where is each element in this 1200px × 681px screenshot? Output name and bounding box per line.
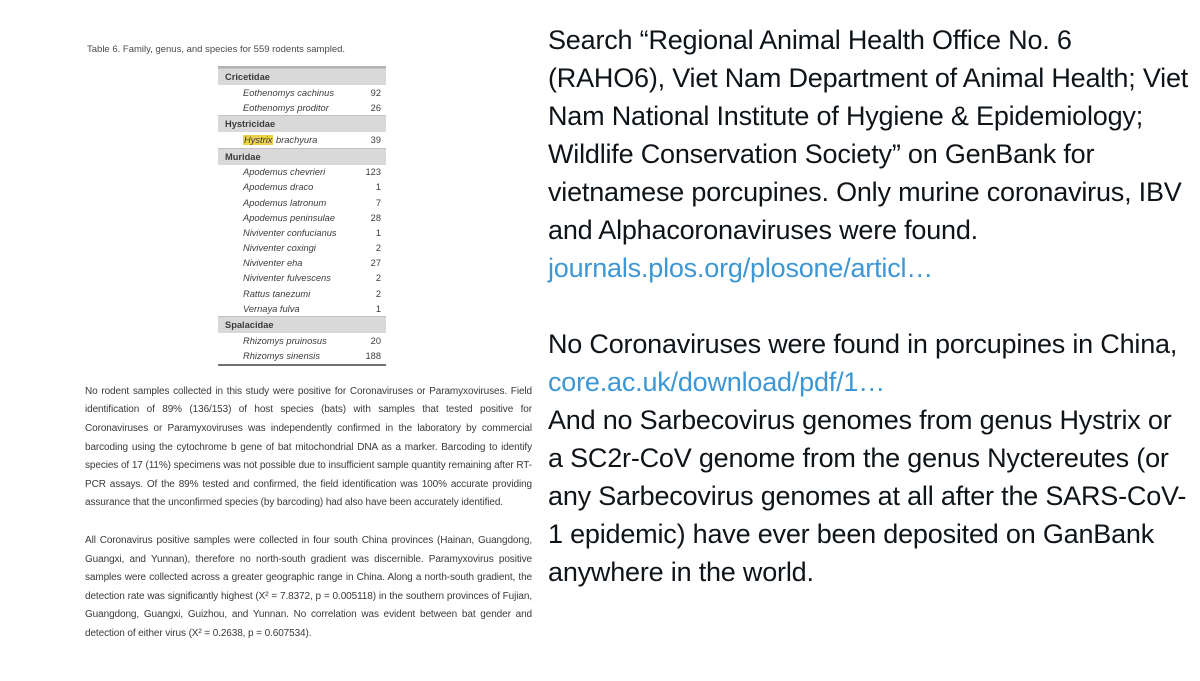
species-count: 26 bbox=[370, 102, 381, 113]
species-name bbox=[243, 289, 310, 299]
species-name bbox=[243, 243, 316, 253]
species-epithet: proditor bbox=[297, 102, 329, 113]
species-name bbox=[243, 103, 329, 113]
genus-name: Rhizomys bbox=[243, 336, 284, 347]
species-name bbox=[243, 198, 326, 208]
species-count: 2 bbox=[375, 273, 381, 284]
species-count: 28 bbox=[370, 212, 381, 223]
genus-name: Niviventer bbox=[243, 243, 285, 254]
plos-article-link[interactable]: journals.plos.org/plosone/articl… bbox=[548, 253, 934, 283]
species-epithet: brachyura bbox=[276, 134, 318, 145]
species-epithet: confucianus bbox=[286, 227, 337, 238]
family-header-row: Cricetidae bbox=[218, 68, 386, 85]
species-row bbox=[218, 180, 386, 195]
species-name bbox=[243, 258, 302, 268]
genus-name: Eothenomys bbox=[243, 102, 295, 113]
species-epithet: draco bbox=[290, 182, 314, 193]
genus-name: Apodemus bbox=[243, 167, 288, 178]
species-count: 123 bbox=[365, 167, 381, 178]
species-epithet: chevrieri bbox=[290, 167, 326, 178]
species-name bbox=[243, 135, 317, 145]
post-text-body bbox=[548, 21, 1190, 591]
genus-name: Apodemus bbox=[243, 212, 288, 223]
species-epithet: cachinus bbox=[297, 87, 334, 98]
post-paragraph-sarbecovirus: And no Sarbecovirus genomes from genus Hystrix or a SC2r-CoV genome from the genus Nyctereutes (or any Sarbecovirus genomes at all after the SARS-CoV-1 epidemic) have ever been deposited on GanBank anywhere in the world. bbox=[548, 405, 1187, 587]
species-epithet: pruinosus bbox=[286, 336, 327, 347]
species-name bbox=[243, 167, 325, 177]
species-count: 1 bbox=[375, 182, 381, 193]
species-name bbox=[243, 351, 320, 361]
family-header-row: Spalacidae bbox=[218, 316, 386, 333]
species-count: 188 bbox=[365, 351, 381, 362]
highlighted-genus: Hystrix bbox=[244, 134, 273, 145]
species-name bbox=[243, 304, 300, 314]
species-count: 20 bbox=[370, 336, 381, 347]
species-count: 2 bbox=[375, 243, 381, 254]
species-name bbox=[243, 182, 313, 192]
document-scan-image[interactable] bbox=[85, 44, 532, 663]
species-row bbox=[218, 301, 386, 316]
species-row bbox=[218, 333, 386, 348]
species-epithet: tanezumi bbox=[272, 288, 311, 299]
species-count: 1 bbox=[375, 303, 381, 314]
species-row bbox=[218, 286, 386, 301]
species-count: 27 bbox=[370, 258, 381, 269]
species-epithet: coxingi bbox=[286, 243, 316, 254]
species-count: 39 bbox=[370, 134, 381, 145]
species-row bbox=[218, 195, 386, 210]
species-row bbox=[218, 225, 386, 240]
post-paragraph-china-porcupines: No Coronaviruses were found in porcupines in China, bbox=[548, 329, 1178, 359]
species-row bbox=[218, 349, 386, 364]
species-name bbox=[243, 336, 327, 346]
species-epithet: eha bbox=[286, 258, 303, 269]
species-row bbox=[218, 256, 386, 271]
species-count: 7 bbox=[375, 197, 381, 208]
species-row bbox=[218, 271, 386, 286]
species-row bbox=[218, 241, 386, 256]
genus-name: Rattus bbox=[243, 288, 270, 299]
species-name bbox=[243, 228, 337, 238]
species-name bbox=[243, 88, 334, 98]
genus-name: Vernaya bbox=[243, 303, 278, 314]
document-paragraph: No rodent samples collected in this study were positive for Coronaviruses or Paramyxoviruses. Field identification of 89% (136/153) of host species (bats) with samples that tested positive for Coronaviruses or Paramyxoviruses was independently confirmed in the laboratory by commercial barcoding using the cytochrome b gene of bat mitochondrial DNA as a marker. Barcoding to identify species of 17 (11%) specimens was not possible due to insufficient sample quantity remaining after RT-PCR assays. Of the 89% tested and confirmed, the field identification was 100% accurate providing assurance that the unconfirmed species (by barcoding) had also have been accurately identified. bbox=[85, 385, 532, 509]
genus-name: Niviventer bbox=[243, 258, 285, 269]
species-epithet: peninsulae bbox=[290, 212, 336, 223]
genus-name: Rhizomys bbox=[243, 351, 284, 362]
species-epithet: latronum bbox=[290, 197, 327, 208]
species-name bbox=[243, 213, 335, 223]
species-epithet: fulvescens bbox=[286, 273, 331, 284]
rodent-table bbox=[218, 66, 386, 366]
document-paragraphs bbox=[85, 383, 532, 644]
family-header-row: Muridae bbox=[218, 148, 386, 165]
species-count: 1 bbox=[375, 227, 381, 238]
species-name bbox=[243, 273, 331, 283]
document-paragraph: All Coronavirus positive samples were collected in four south China provinces (Hainan, Guangdong, Guangxi, and Yunnan), therefore no north-south gradient was discernible. Paramyxovirus positive samples were collected across a greater geographic range in China. Along a north-south gradient, the detection rate was significantly highest (X² = 7.8372, p = 0.005118) in the southern provinces of Fujian, Guangdong, Guangxi, Guizhou, and Yunnan. No correlation was evident between bat gender and detection of either virus (X² = 0.2638, p = 0.607534). bbox=[85, 534, 532, 639]
species-row bbox=[218, 85, 386, 100]
family-header-row: Hystricidae bbox=[218, 115, 386, 132]
species-epithet: fulva bbox=[279, 303, 300, 314]
species-row bbox=[218, 210, 386, 225]
genus-name: Apodemus bbox=[243, 182, 288, 193]
species-count: 92 bbox=[370, 87, 381, 98]
species-epithet: sinensis bbox=[286, 351, 320, 362]
genus-name: Eothenomys bbox=[243, 87, 295, 98]
species-row bbox=[218, 100, 386, 115]
species-row bbox=[218, 132, 386, 147]
core-pdf-link[interactable]: core.ac.uk/download/pdf/1… bbox=[548, 367, 886, 397]
genus-name: Niviventer bbox=[243, 273, 285, 284]
genus-name: Apodemus bbox=[243, 197, 288, 208]
species-count: 2 bbox=[375, 288, 381, 299]
post-paragraph-genbank-search: Search “Regional Animal Health Office No. 6 (RAHO6), Viet Nam Department of Animal Health; Viet Nam National Institute of Hygiene & Epidemiology; Wildlife Conservation Society” on GenBank for vietnamese porcupines. Only murine coronavirus, IBV and Alphacoronaviruses were found. bbox=[548, 25, 1189, 245]
table-caption: Table 6. Family, genus, and species for 559 rodents sampled. bbox=[87, 44, 346, 55]
genus-name: Niviventer bbox=[243, 227, 285, 238]
species-row bbox=[218, 165, 386, 180]
